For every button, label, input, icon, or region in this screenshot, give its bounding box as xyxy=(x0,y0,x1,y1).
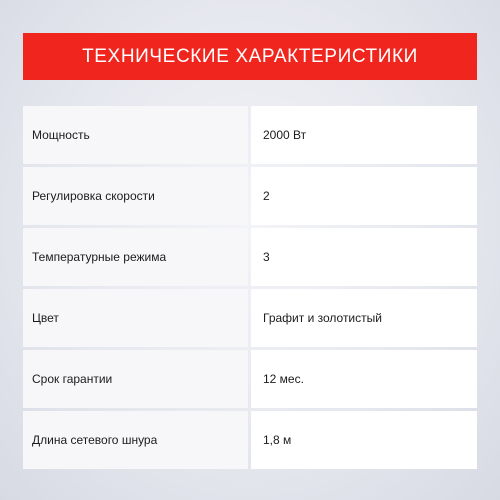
spec-value: 1,8 м xyxy=(251,411,477,469)
specs-table xyxy=(23,106,477,469)
spec-row-warranty xyxy=(23,350,477,408)
spec-label: Мощность xyxy=(23,106,248,164)
spec-row-color xyxy=(23,289,477,347)
spec-value: 12 мес. xyxy=(251,350,477,408)
spec-label: Температурные режима xyxy=(23,228,248,286)
spec-label: Цвет xyxy=(23,289,248,347)
spec-label: Регулировка скорости xyxy=(23,167,248,225)
spec-value: 2000 Вт xyxy=(251,106,477,164)
title-banner xyxy=(23,33,477,80)
page-title: ТЕХНИЧЕСКИЕ ХАРАКТЕРИСТИКИ xyxy=(82,45,418,67)
spec-row-speed-control xyxy=(23,167,477,225)
spec-value: 3 xyxy=(251,228,477,286)
spec-row-cord-length xyxy=(23,411,477,469)
spec-label: Длина сетевого шнура xyxy=(23,411,248,469)
spec-row-power xyxy=(23,106,477,164)
spec-row-temperature-modes xyxy=(23,228,477,286)
spec-label: Срок гарантии xyxy=(23,350,248,408)
spec-value: Графит и золотистый xyxy=(251,289,477,347)
spec-value: 2 xyxy=(251,167,477,225)
